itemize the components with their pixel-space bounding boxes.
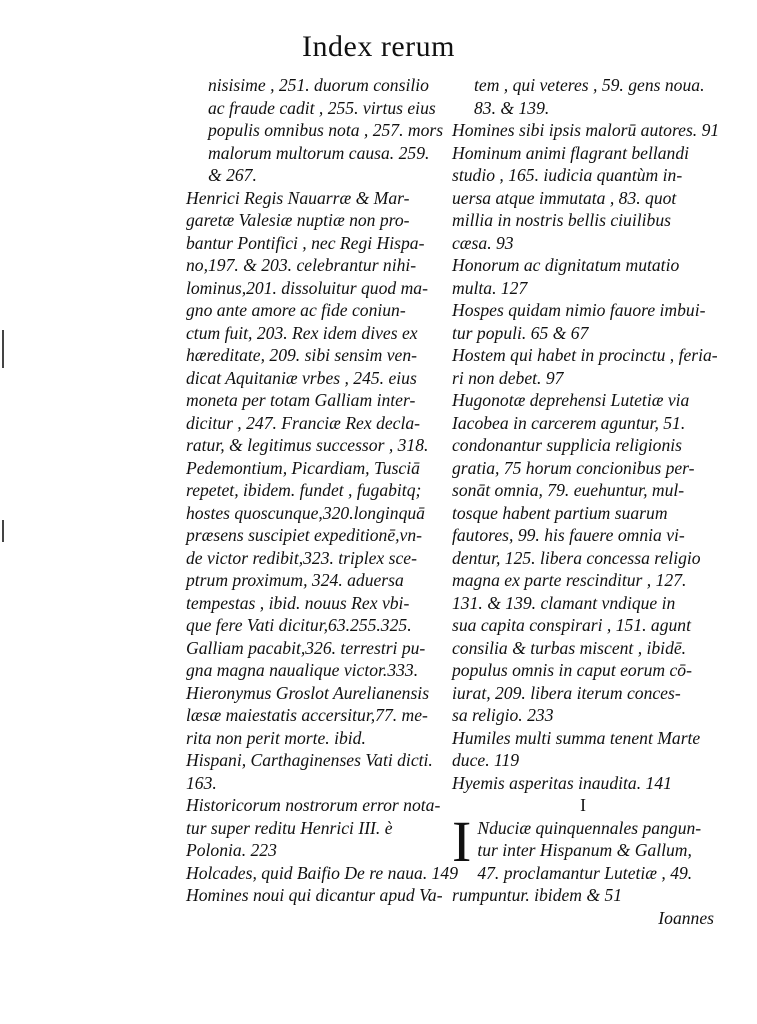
letter-heading: I	[580, 795, 586, 815]
index-entry	[452, 142, 714, 255]
index-entry	[186, 749, 438, 794]
dropcap-lines	[452, 808, 714, 907]
entry-line: cæsa. 93	[452, 232, 514, 253]
entry-line: tempestas , ibid. nouus Rex vbi-	[186, 592, 410, 613]
entry-line: tem , qui veteres , 59. gens noua.	[474, 75, 705, 95]
entry-line: hæreditate, 209. sibi sensim ven-	[186, 345, 417, 365]
index-entry	[452, 389, 714, 727]
entry-line: gratia, 75 horum concionibus per-	[452, 457, 695, 478]
entry-line: de victor redibit,323. triplex sce-	[186, 547, 417, 568]
entry-line: tur super reditu Henrici III. è	[186, 817, 393, 838]
entry-line: bantur Pontifici , nec Regi Hispa-	[186, 232, 425, 253]
entry-line: Polonia. 223	[186, 840, 277, 860]
entry-line: magna ex parte rescinditur , 127.	[452, 570, 687, 590]
entry-line: Iacobea in carcerem aguntur, 51.	[452, 412, 686, 433]
index-entry-continued	[186, 74, 444, 187]
entry-line: tosque habent partium suarum	[452, 502, 668, 523]
index-entry	[186, 187, 438, 682]
entry-line: lominus,201. dissoluitur quod ma-	[186, 277, 428, 298]
entry-line: moneta per totam Galliam inter-	[186, 390, 416, 410]
entry-line: 47. proclamantur Lutetiæ , 49.	[477, 862, 693, 883]
entry-line: Holcades, quid Baifio De re naua. 149	[186, 862, 459, 883]
entry-line: malorum multorum causa. 259.	[208, 142, 430, 163]
entry-line: Hyemis asperitas inaudita. 141	[452, 772, 672, 793]
entry-line: Humiles multi summa tenent Marte	[452, 727, 701, 748]
entry-line: uersa atque immutata , 83. quot	[452, 187, 677, 208]
page-title: Index rerum	[302, 30, 455, 63]
entry-line: nisisime , 251. duorum consilio	[208, 75, 429, 95]
entry-line: dicat Aquitaniæ vrbes , 245. eius	[186, 367, 417, 388]
entry-line: gno ante amore ac fide coniun-	[186, 300, 406, 320]
entry-line: que fere Vati dicitur,63.255.325.	[186, 615, 412, 635]
entry-line: Galliam pacabit,326. terrestri pu-	[186, 637, 426, 658]
dropcap-entry	[452, 808, 714, 907]
entry-line: ctum fuit, 203. Rex idem dives ex	[186, 322, 418, 343]
entry-line: Homines noui qui dicantur apud Va-	[186, 885, 443, 905]
entry-line: præsens suscipiet expeditionē,vn-	[186, 525, 422, 545]
entry-line: dicitur , 247. Franciæ Rex decla-	[186, 412, 421, 433]
entry-line: multa. 127	[452, 277, 528, 298]
entry-line: duce. 119	[452, 750, 520, 770]
entry-line: iurat, 209. libera iterum conces-	[452, 682, 681, 703]
entry-line: gna magna naualique victor.333.	[186, 660, 419, 680]
entry-line: & 267.	[208, 165, 257, 185]
entry-line: Historicorum nostrorum error nota-	[186, 795, 441, 815]
entry-line: ptrum proximum, 324. aduersa	[186, 570, 404, 590]
entry-line: populus omnis in caput eorum cō-	[452, 660, 692, 680]
scan-edge-mark	[2, 520, 4, 542]
entry-line: fautores, 99. his fauere omnia vi-	[452, 525, 685, 545]
index-entry	[186, 794, 441, 862]
index-entry	[452, 119, 720, 142]
index-entry	[452, 344, 718, 389]
entry-line: Henrici Regis Nauarræ & Mar-	[186, 187, 410, 208]
entry-line: no,197. & 203. celebrantur nihi-	[186, 255, 417, 275]
entry-line: tur inter Hispanum & Gallum,	[477, 840, 692, 860]
entry-line: studio , 165. iudicia quantùm in-	[452, 165, 683, 185]
entry-line: Nduciæ quinquennales pangun-	[477, 817, 702, 838]
entry-line: condonantur supplicia religionis	[452, 435, 683, 455]
entry-line: Hispani, Carthaginenses Vati dicti.	[186, 750, 433, 770]
entry-line: Pedemontium, Picardiam, Tusciā	[186, 457, 420, 478]
entry-line: sa religio. 233	[452, 705, 554, 725]
entry-line: Hominum animi flagrant bellandi	[452, 142, 690, 163]
entry-line: 83. & 139.	[474, 97, 550, 118]
entry-line: Homines sibi ipsis malorū autores. 91	[452, 120, 720, 140]
scan-edge-mark	[2, 330, 4, 368]
index-entry	[452, 772, 714, 795]
entry-line: Hostem qui habet in procinctu , feria-	[452, 345, 718, 365]
entry-line: Hugonotæ deprehensi Lutetiæ via	[452, 390, 690, 410]
entry-line: Hospes quidam nimio fauore imbui-	[452, 300, 706, 320]
index-entry-continued	[452, 74, 714, 119]
entry-line: dentur, 125. libera concessa religio	[452, 547, 701, 568]
entry-line: hostes quoscunque,320.longinquā	[186, 502, 425, 523]
entry-line: 131. & 139. clamant vndique in	[452, 592, 676, 613]
entry-line: garetæ Valesiæ nuptiæ non pro-	[186, 210, 410, 230]
right-entries	[452, 74, 720, 794]
entry-line: Hieronymus Groslot Aurelianensis	[186, 682, 430, 703]
dropcap-letter: I	[452, 808, 472, 874]
entry-line: ac fraude cadit , 255. virtus eius	[208, 97, 436, 118]
index-entry	[186, 682, 438, 750]
entry-line: repetet, ibidem. fundet , fugabitq;	[186, 480, 422, 500]
entry-line: rita non perit morte. ibid.	[186, 727, 366, 748]
index-entry	[452, 727, 714, 772]
entry-line: millia in nostris bellis ciuilibus	[452, 210, 671, 230]
entry-line: tur populi. 65 & 67	[452, 322, 589, 343]
entry-line: ratur, & legitimus successor , 318.	[186, 435, 429, 455]
entry-line: læsæ maiestatis accersitur,77. me-	[186, 705, 428, 725]
catchword: Ioannes	[658, 907, 714, 928]
index-entry	[452, 254, 714, 299]
entry-line: Honorum ac dignitatum mutatio	[452, 255, 680, 275]
right-column	[452, 74, 720, 929]
entry-line: populis omnibus nota , 257. mors	[208, 120, 444, 140]
index-entry	[186, 862, 459, 885]
entry-line: ri non debet. 97	[452, 367, 564, 388]
left-column	[186, 74, 459, 907]
index-entry	[452, 299, 714, 344]
entry-line: consilia & turbas miscent , ibidē.	[452, 637, 687, 658]
index-entry	[186, 884, 443, 907]
entry-line: rumpuntur. ibidem & 51	[452, 885, 623, 905]
entry-line: 163.	[186, 772, 217, 793]
entry-line: sonāt omnia, 79. euehuntur, mul-	[452, 480, 685, 500]
entry-line: sua capita conspirari , 151. agunt	[452, 615, 691, 635]
